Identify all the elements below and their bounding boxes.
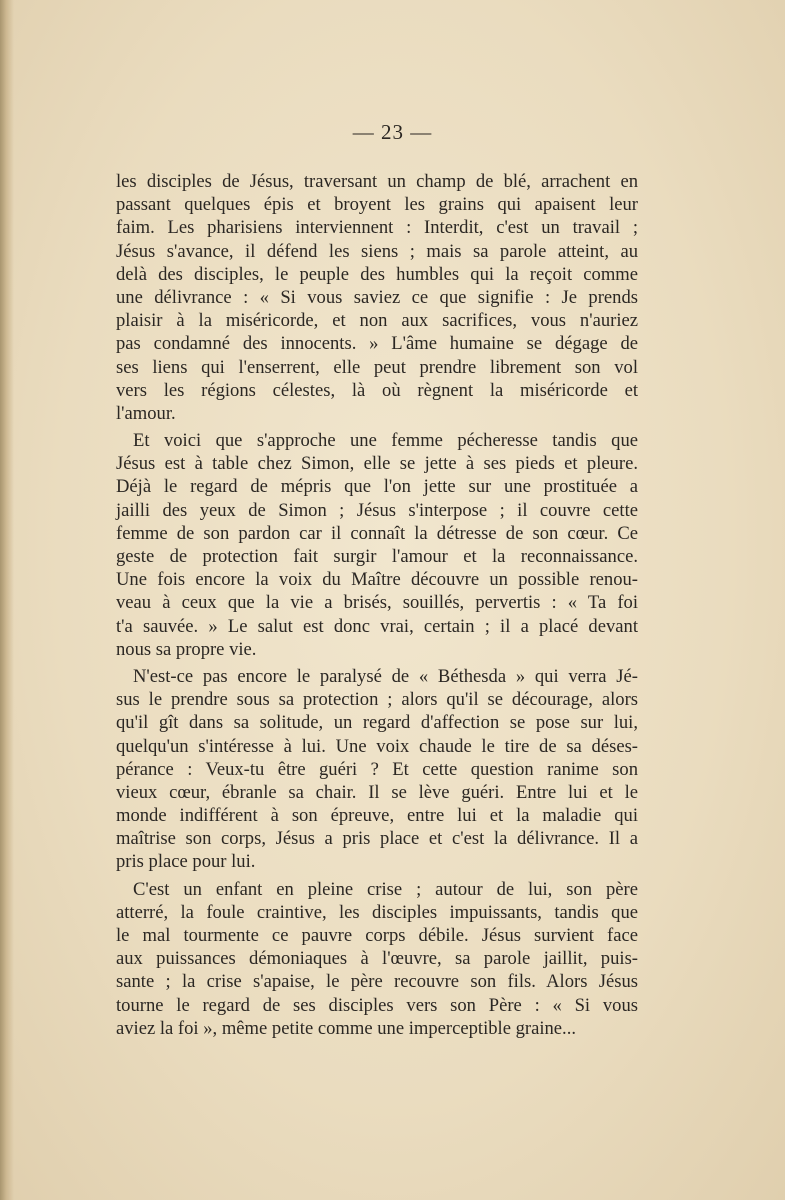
text-line: Déjà le regard de mépris que l'on jette sur une prostituée a xyxy=(116,476,638,498)
text-line: une délivrance : « Si vous saviez ce que signifie : Je prends xyxy=(116,286,638,308)
text-line: geste de protection fait surgir l'amour et la reconnaissance. xyxy=(116,546,638,567)
text-line: tourne le regard de ses disciples vers son Père : « Si vous xyxy=(116,994,638,1016)
paragraph xyxy=(116,665,638,874)
page-spine-shadow xyxy=(0,0,14,1200)
text-line: faim. Les pharisiens interviennent : Interdit, c'est un travail ; xyxy=(116,217,638,239)
text-line: Une fois encore la voix du Maître découvre un possible renou- xyxy=(116,569,638,591)
text-line: passant quelques épis et broyent les grains qui apaisent leur xyxy=(116,194,638,216)
text-line: aux puissances démoniaques à l'œuvre, sa parole jaillit, puis- xyxy=(116,948,638,970)
text-line: atterré, la foule craintive, les disciples impuissants, tandis que xyxy=(116,901,638,923)
text-line: jailli des yeux de Simon ; Jésus s'interpose ; il couvre cette xyxy=(116,499,638,521)
text-line: le mal tourmente ce pauvre corps débile. Jésus survient face xyxy=(116,925,638,946)
text-line: nous sa propre vie. xyxy=(116,638,257,660)
text-line: qu'il gît dans sa solitude, un regard d'affection se pose sur lui, xyxy=(116,712,638,734)
text-line: plaisir à la miséricorde, et non aux sacrifices, vous n'auriez xyxy=(116,310,638,332)
text-line: monde indifférent à son épreuve, entre lui et la maladie qui xyxy=(116,805,638,827)
text-line: N'est-ce pas encore le paralysé de « Béthesda » qui verra Jé- xyxy=(133,665,638,687)
text-line: Et voici que s'approche une femme pécheresse tandis que xyxy=(133,430,638,452)
text-line: quelqu'un s'intéresse à lui. Une voix chaude le tire de sa déses- xyxy=(116,735,638,757)
text-line: ses liens qui l'enserrent, elle peut prendre librement son vol xyxy=(116,356,638,378)
text-line: vieux cœur, ébranle sa chair. Il se lève guéri. Entre lui et le xyxy=(116,781,638,803)
text-line: les disciples de Jésus, traversant un champ de blé, arrachent en xyxy=(116,171,638,192)
text-line: Jésus est à table chez Simon, elle se jette à ses pieds et pleure. xyxy=(116,453,638,475)
text-line: femme de son pardon car il connaît la détresse de son cœur. Ce xyxy=(116,522,638,544)
text-line: sus le prendre sous sa protection ; alors qu'il se décourage, alors xyxy=(116,689,638,711)
text-line: veau à ceux que la vie a brisés, souillés, pervertis : « Ta foi xyxy=(116,592,638,614)
text-line: pérance : Veux-tu être guéri ? Et cette question ranime son xyxy=(116,758,638,780)
paragraph xyxy=(116,170,638,425)
page-number: — 23 — xyxy=(352,120,433,144)
text-line: t'a sauvée. » Le salut est donc vrai, certain ; il a placé devant xyxy=(116,615,638,637)
paragraph xyxy=(116,429,638,661)
text-line: maîtrise son corps, Jésus a pris place et c'est la délivrance. Il a xyxy=(116,828,638,850)
text-line: l'amour. xyxy=(116,402,176,424)
text-line: Jésus s'avance, il défend les siens ; mais sa parole atteint, au xyxy=(116,240,638,262)
paragraph xyxy=(116,878,638,1040)
text-line: pas condamné des innocents. » L'âme humaine se dégage de xyxy=(116,333,638,355)
text-line: C'est un enfant en pleine crise ; autour de lui, son père xyxy=(133,878,638,900)
text-line: sante ; la crise s'apaise, le père recouvre son fils. Alors Jésus xyxy=(116,971,638,993)
text-line: delà des disciples, le peuple des humbles qui la reçoit comme xyxy=(116,263,638,285)
text-line: vers les régions célestes, là où règnent la miséricorde et xyxy=(116,379,638,401)
body-text xyxy=(116,170,638,1040)
text-line: aviez la foi », même petite comme une imperceptible graine... xyxy=(116,1017,577,1039)
text-line: pris place pour lui. xyxy=(116,851,256,873)
